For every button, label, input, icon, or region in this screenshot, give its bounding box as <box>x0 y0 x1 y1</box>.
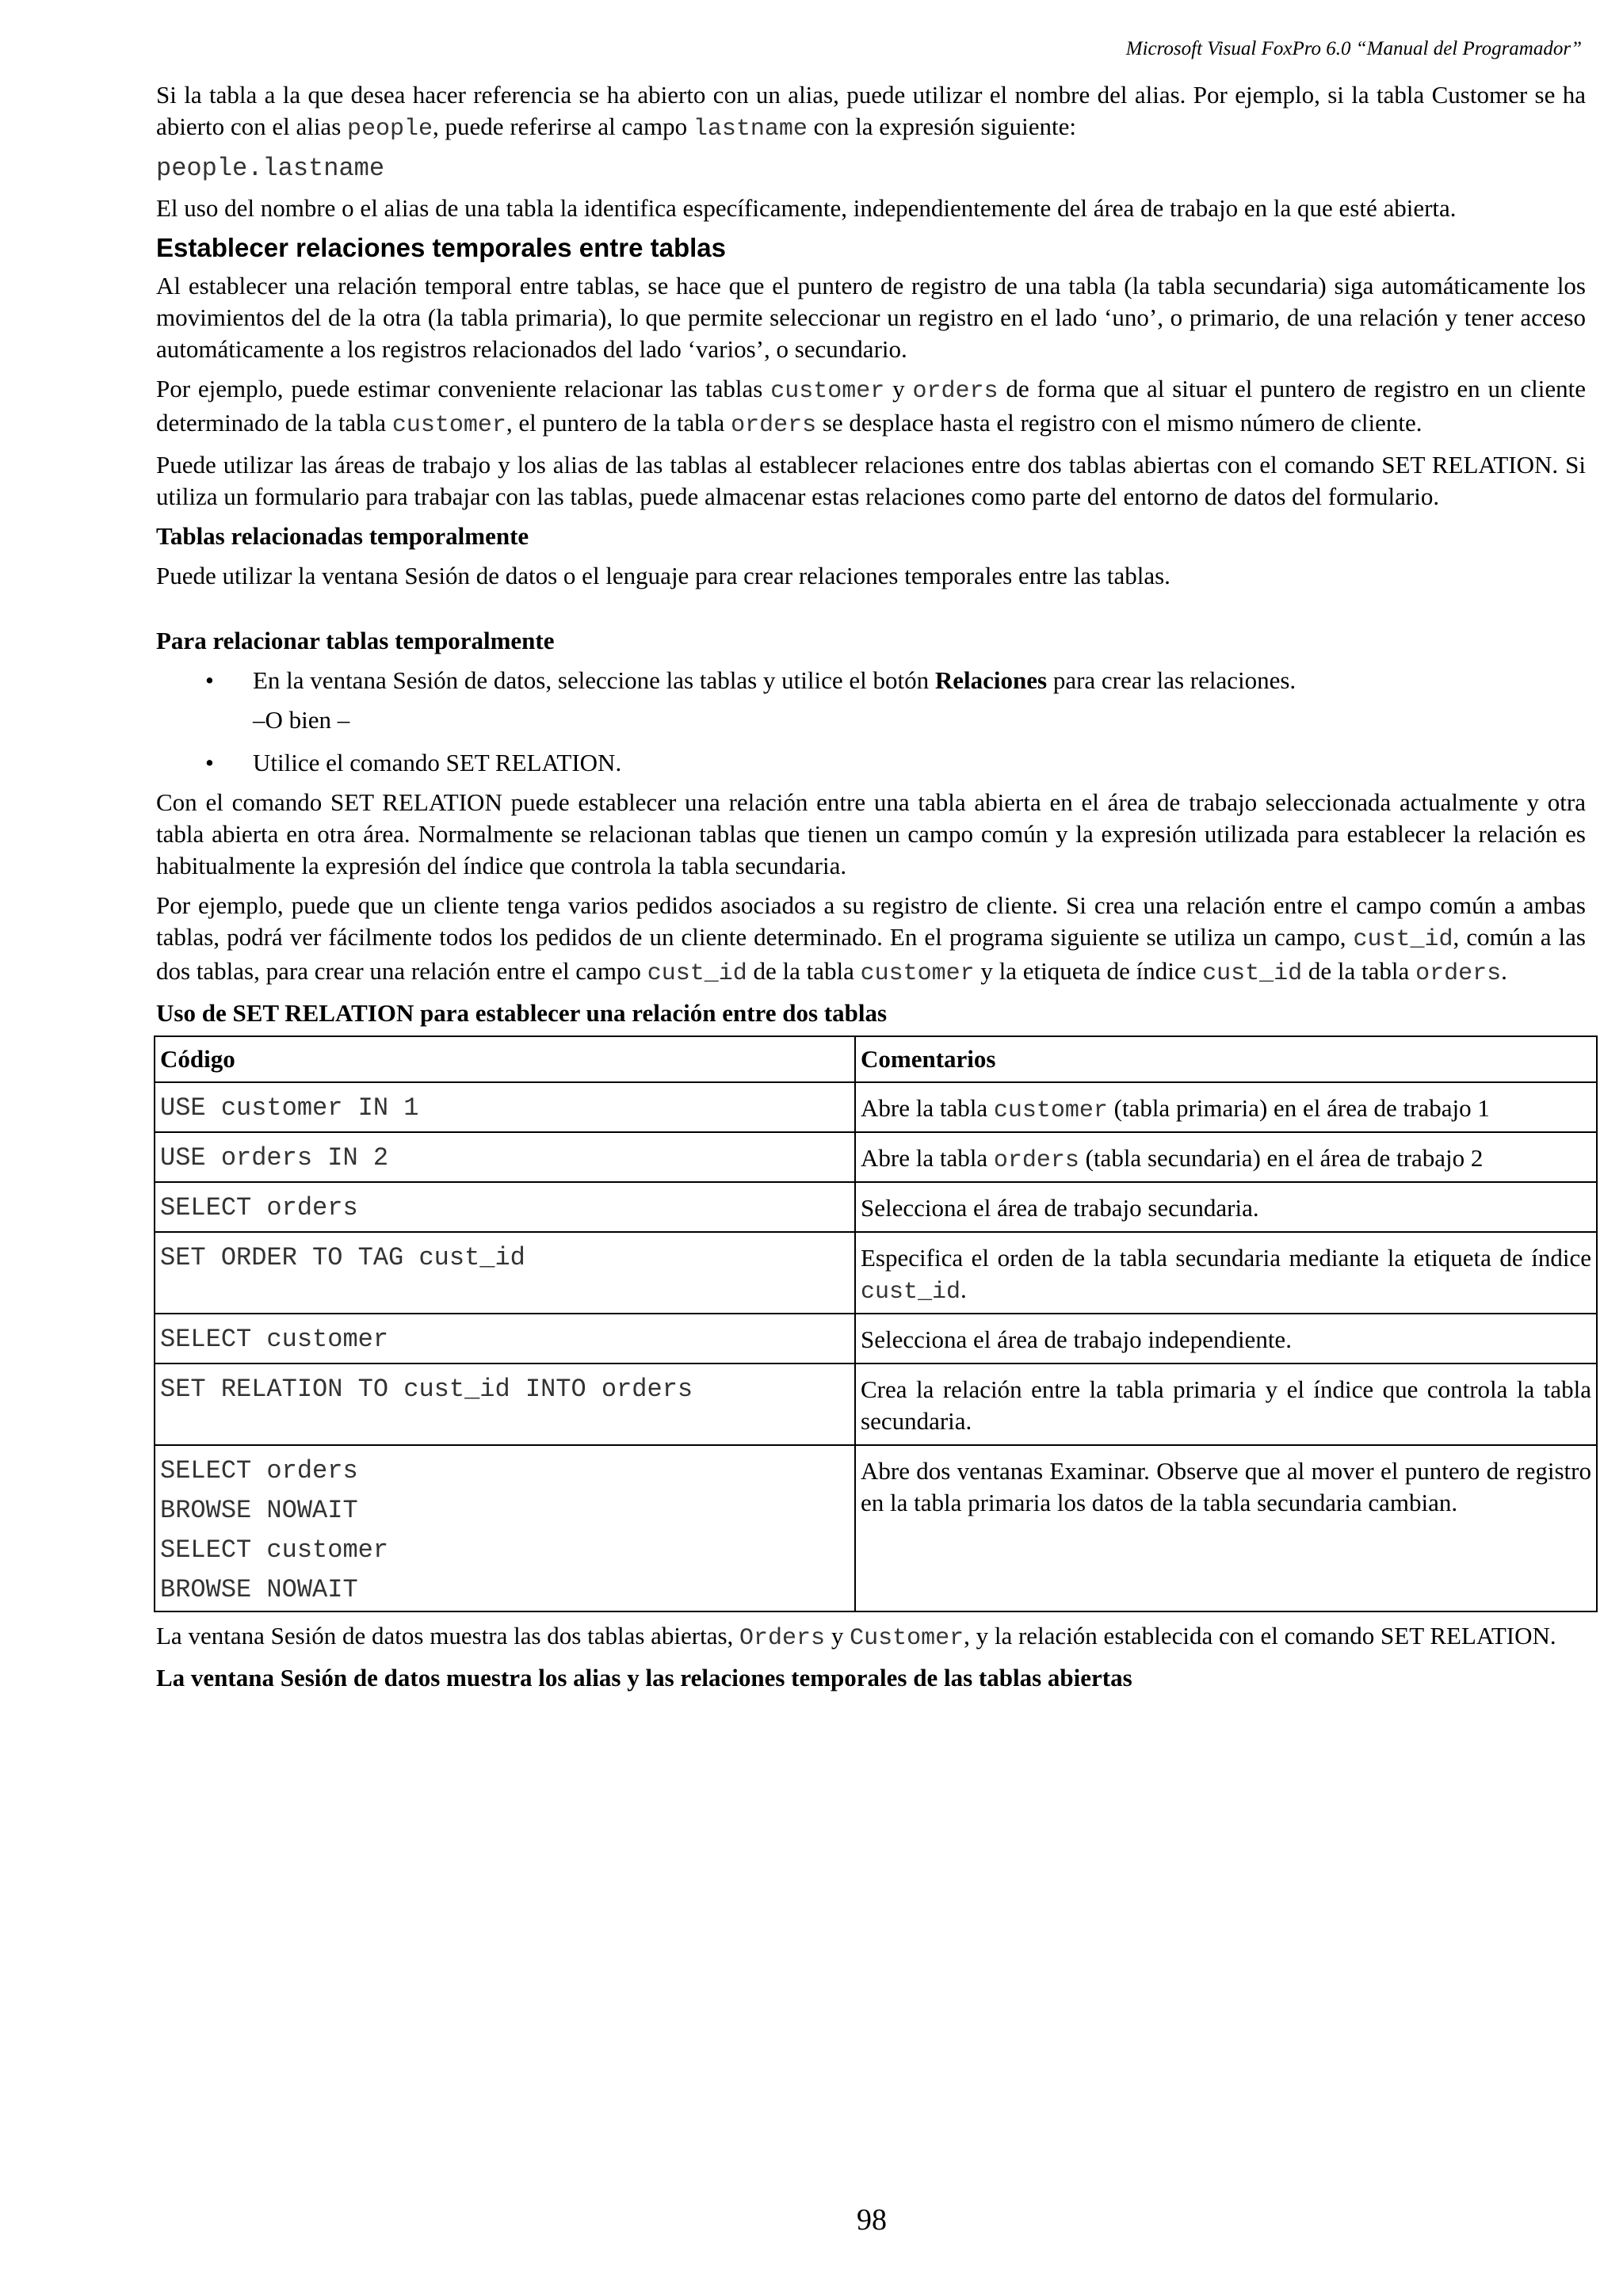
running-header: Microsoft Visual FoxPro 6.0 “Manual del Programador” <box>1125 38 1582 59</box>
alternative-separator: –O bien – <box>253 706 350 734</box>
code-cell: SELECT customer <box>155 1314 855 1363</box>
comment-cell: Selecciona el área de trabajo independiente. <box>855 1314 1597 1363</box>
table-row <box>155 1314 1597 1363</box>
comment-cell: Abre la tabla orders (tabla secundaria) en el área de trabajo 2 <box>855 1132 1597 1182</box>
inline-code: customer <box>391 412 506 439</box>
column-header-code: Código <box>155 1036 855 1082</box>
comment-cell: Crea la relación entre la tabla primaria y el índice que controla la tabla secundaria. <box>855 1363 1597 1445</box>
paragraph-set-relation: Con el comando SET RELATION puede establecer una relación entre una tabla abierta en el área de trabajo seleccionada actualmente y otra tabla abierta en otra área. Normalmente se relacionan tablas que tienen un campo común y la expresión utilizada para establecer la relación es habitualmente la expresión del índice que controla la tabla secundaria. <box>156 788 1586 879</box>
inline-code: people <box>347 116 433 143</box>
paragraph-example-customer-orders: Por ejemplo, puede estimar conveniente relacionar las tablas customer y orders de forma que al situar el puntero de registro en un cliente determinado de la tabla customer, el puntero de la tabla orders se desplace hasta el registro con el mismo número de cliente. <box>156 375 1586 439</box>
paragraph-data-session-window: La ventana Sesión de datos muestra las dos tablas abiertas, Orders y Customer, y la relación establecida con el comando SET RELATION. <box>156 1622 1556 1652</box>
comment-cell: Abre dos ventanas Examinar. Observe que al mover el puntero de registro en la tabla primaria los datos de la tabla secundaria cambian. <box>855 1445 1597 1611</box>
paragraph-alias: Si la tabla a la que desea hacer referencia se ha abierto con un alias, puede utilizar el nombre del alias. Por ejemplo, si la tabla Customer se ha abierto con el alias people, puede referirse al campo lastname con la expresión siguiente: <box>156 81 1586 143</box>
table-row <box>155 1363 1597 1445</box>
paragraph-alias-usage: El uso del nombre o el alias de una tabla la identifica específicamente, independientemente del área de trabajo en la que esté abierta. <box>156 194 1457 222</box>
table-caption: Uso de SET RELATION para establecer una relación entre dos tablas <box>156 999 888 1027</box>
procedure-list <box>156 747 1586 779</box>
code-example: people.lastname <box>156 154 385 183</box>
inline-code: cust_id <box>647 960 747 987</box>
paragraph-cust-id-example: Por ejemplo, puede que un cliente tenga varios pedidos asociados a su registro de cliente. Si crea una relación entre el campo común a ambas tablas, podrá ver fácilmente todos los pedidos de un cliente determinado. En el programa siguiente se utiliza un campo, cust_id, común a las dos tablas, para crear una relación entre el campo cust_id de la tabla customer y la etiqueta de índice cust_id de la tabla orders. <box>156 891 1586 987</box>
list-item: • Utilice el comando SET RELATION. <box>156 747 1586 779</box>
page-content <box>156 79 1591 1702</box>
figure-caption: La ventana Sesión de datos muestra los alias y las relaciones temporales de las tablas abiertas <box>156 1664 1132 1691</box>
table-row <box>155 1232 1597 1314</box>
inline-code: cust_id <box>1202 960 1303 987</box>
inline-code: orders <box>912 378 999 405</box>
bullet-icon: • <box>205 749 214 776</box>
paragraph-work-areas: Puede utilizar las áreas de trabajo y los alias de las tablas al establecer relaciones entre dos tablas abiertas con el comando SET RELATION. Si utiliza un formulario para trabajar con las tablas, puede almacenar estas relaciones como parte del entorno de datos del formulario. <box>156 451 1586 510</box>
spacer <box>156 600 1586 620</box>
inline-code: customer <box>860 960 975 987</box>
bullet-icon: • <box>205 666 214 694</box>
table-row <box>155 1182 1597 1232</box>
paragraph-data-session: Puede utilizar la ventana Sesión de datos o el lenguaje para crear relaciones temporales entre las tablas. <box>156 562 1170 589</box>
inline-code: Orders <box>739 1625 826 1652</box>
procedure-title: Para relacionar tablas temporalmente <box>156 627 555 654</box>
inline-code: customer <box>770 378 885 405</box>
inline-code: cust_id <box>1353 926 1453 953</box>
code-cell: SET RELATION TO cust_id INTO orders <box>155 1363 855 1445</box>
paragraph-temporal-relation: Al establecer una relación temporal entre tablas, se hace que el puntero de registro de una tabla (la tabla secundaria) siga automáticamente los movimientos del de la otra (la tabla primaria), lo que permite seleccionar un registro en el lado ‘uno’, o primario, de una relación y tener acceso automáticamente a los registros relacionados del lado ‘varios’, o secundario. <box>156 272 1586 363</box>
inline-code: orders <box>1415 960 1502 987</box>
inline-code: Customer <box>850 1625 964 1652</box>
table-row <box>155 1082 1597 1132</box>
comment-cell: Selecciona el área de trabajo secundaria. <box>855 1182 1597 1232</box>
inline-code: orders <box>731 412 817 439</box>
code-cell: SELECT orders BROWSE NOWAIT SELECT customer BROWSE NOWAIT <box>155 1445 855 1611</box>
code-cell: SELECT orders <box>155 1182 855 1232</box>
comment-cell: Abre la tabla customer (tabla primaria) en el área de trabajo 1 <box>855 1082 1597 1132</box>
table-header-row <box>155 1036 1597 1082</box>
table-row <box>155 1132 1597 1182</box>
section-title: Establecer relaciones temporales entre tablas <box>156 233 727 262</box>
subheading-related-tables: Tablas relacionadas temporalmente <box>156 522 529 550</box>
list-item: • En la ventana Sesión de datos, seleccione las tablas y utilice el botón Relaciones para crear las relaciones. <box>156 665 1586 696</box>
procedure-list <box>156 665 1586 696</box>
code-cell: USE orders IN 2 <box>155 1132 855 1182</box>
column-header-comments: Comentarios <box>855 1036 1597 1082</box>
inline-code: lastname <box>693 116 808 143</box>
code-table <box>154 1035 1598 1612</box>
code-cell: SET ORDER TO TAG cust_id <box>155 1232 855 1314</box>
code-cell: USE customer IN 1 <box>155 1082 855 1132</box>
page-number: 98 <box>857 2203 887 2237</box>
comment-cell: Especifica el orden de la tabla secundaria mediante la etiqueta de índice cust_id. <box>855 1232 1597 1314</box>
table-row <box>155 1445 1597 1611</box>
